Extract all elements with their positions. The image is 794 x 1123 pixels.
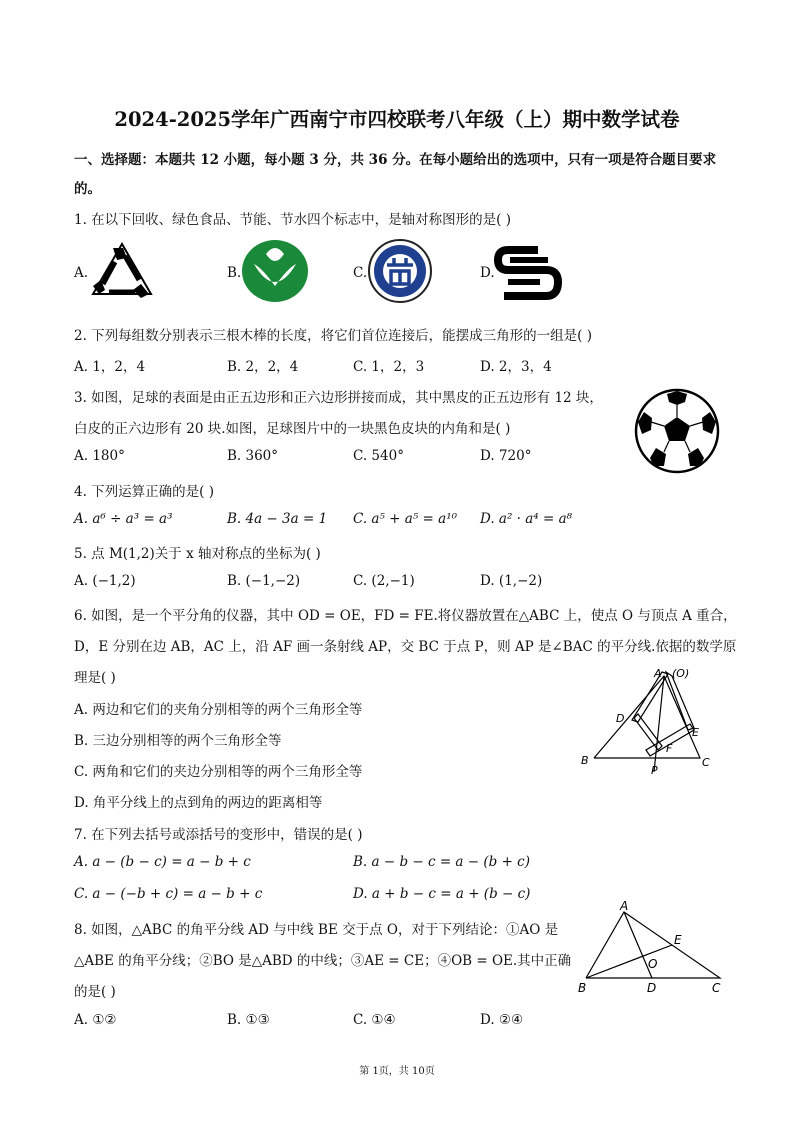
fig6-label-b: B <box>581 754 589 767</box>
option-c: C. (2,−1) <box>353 573 415 589</box>
option-a: A. a − (b − c) = a − b + c <box>74 854 251 870</box>
fig6-label-a: A <box>654 667 662 680</box>
option-d: D. a² · a⁴ = a⁸ <box>480 511 573 527</box>
angle-bisector-figure <box>576 664 722 778</box>
option-b: B. ①③ <box>227 1012 270 1028</box>
option-d: D. 角平分线上的点到角的两边的距离相等 <box>74 795 323 811</box>
option-a: A. 两边和它们的夹角分别相等的两个三角形全等 <box>74 702 363 718</box>
option-label: C. <box>353 265 368 281</box>
option-b: B. 360° <box>227 448 279 464</box>
section-heading: 一、选择题：本题共 12 小题，每小题 3 分，共 36 分。在每小题给出的选项中，只有一项是符合题目要求 <box>74 152 717 168</box>
option-c: C. 1，2，3 <box>353 359 425 375</box>
option-b: B. 2，2，4 <box>227 359 299 375</box>
option-c: C. a⁵ + a⁵ = a¹⁰ <box>353 511 458 527</box>
question-8-stem: 8. 如图，△ABC 的角平分线 AD 与中线 BE 交于点 O，对于下列结论：①AO 是 <box>74 922 559 938</box>
question-3-stem: 3. 如图，足球的表面是由正五边形和正六边形拼接而成，其中黑皮的正五边形有 12 块， <box>74 390 603 406</box>
fig8-label-d: D <box>647 981 657 995</box>
fig8-label-o: O <box>648 957 658 971</box>
question-2-stem: 2. 下列每组数分别表示三根木棒的长度，将它们首位连接后，能摆成三角形的一组是( ) <box>74 328 592 344</box>
question-8-stem-cont: △ABE 的角平分线；②BO 是△ABD 的中线；③AE = CE；④OB = OE.其中正确 <box>74 953 572 969</box>
fig8-label-e: E <box>674 933 682 947</box>
soccer-ball-icon <box>634 388 720 474</box>
option-b: B. 三边分别相等的两个三角形全等 <box>74 733 282 749</box>
option-d: D. a + b − c = a + (b − c) <box>353 886 531 902</box>
question-8-stem-cont: 的是( ) <box>74 984 116 1000</box>
option-c: C. 两角和它们的夹边分别相等的两个三角形全等 <box>74 764 363 780</box>
question-6-stem-cont: D，E 分别在边 AB，AC 上，沿 AF 画一条射线 AP，交 BC 于点 P，则 AP 是∠BAC 的平分线.依据的数学原 <box>74 639 737 655</box>
option-b: B. a − b − c = a − (b + c) <box>353 854 531 870</box>
question-1-stem: 1. 在以下回收、绿色食品、节能、节水四个标志中，是轴对称图形的是( ) <box>74 212 511 228</box>
option-d: D. ②④ <box>480 1012 524 1028</box>
question-7-stem: 7. 在下列去括号或添括号的变形中，错误的是( ) <box>74 827 363 843</box>
option-b: B. (−1,−2) <box>227 573 301 589</box>
option-a: A. ①② <box>74 1012 117 1028</box>
energy-saving-icon <box>367 238 433 304</box>
fig8-label-b: B <box>578 981 587 995</box>
fig6-label-f: F <box>666 742 673 755</box>
fig8-label-a: A <box>620 899 629 913</box>
option-label: B. <box>227 265 242 281</box>
page-title: 2024-2025学年广西南宁市四校联考八年级（上）期中数学试卷 <box>114 108 680 131</box>
water-saving-icon <box>494 244 562 302</box>
fig6-label-c: C <box>702 756 710 769</box>
recycle-icon <box>89 240 155 302</box>
fig6-label-e: E <box>692 726 699 739</box>
option-c: C. ①④ <box>353 1012 396 1028</box>
option-label: A. <box>74 265 89 281</box>
option-label: D. <box>480 265 495 281</box>
option-d: D. (1,−2) <box>480 573 543 589</box>
option-c: C. 540° <box>353 448 404 464</box>
question-3-stem-cont: 白皮的正六边形有 20 块.如图，足球图片中的一块黑色皮块的内角和是( ) <box>74 421 511 437</box>
option-d: D. 2，3，4 <box>480 359 552 375</box>
question-5-stem: 5. 点 M(1,2)关于 x 轴对称点的坐标为( ) <box>74 546 321 562</box>
option-a: A. (−1,2) <box>74 573 136 589</box>
question-6-stem: 6. 如图，是一个平分角的仪器，其中 OD = OE，FD = FE.将仪器放置在△ABC 上，使点 O 与顶点 A 重合， <box>74 608 737 624</box>
option-c: C. a − (−b + c) = a − b + c <box>74 886 263 902</box>
page-footer: 第 1页，共 10页 <box>359 1066 435 1077</box>
option-a: A. a⁶ ÷ a³ = a³ <box>74 511 173 527</box>
fig8-label-c: C <box>712 981 721 995</box>
fig6-label-o: (O) <box>672 667 690 680</box>
option-b: B. 4a − 3a = 1 <box>227 511 328 527</box>
green-food-icon <box>240 238 310 304</box>
fig6-label-d: D <box>616 712 625 725</box>
section-heading-cont: 的。 <box>74 181 101 197</box>
question-6-stem-cont: 理是( ) <box>74 670 116 686</box>
option-d: D. 720° <box>480 448 532 464</box>
option-a: A. 180° <box>74 448 125 464</box>
option-a: A. 1，2，4 <box>74 359 146 375</box>
triangle-figure <box>574 898 730 998</box>
question-4-stem: 4. 下列运算正确的是( ) <box>74 484 214 500</box>
fig6-label-p: P <box>651 764 658 777</box>
